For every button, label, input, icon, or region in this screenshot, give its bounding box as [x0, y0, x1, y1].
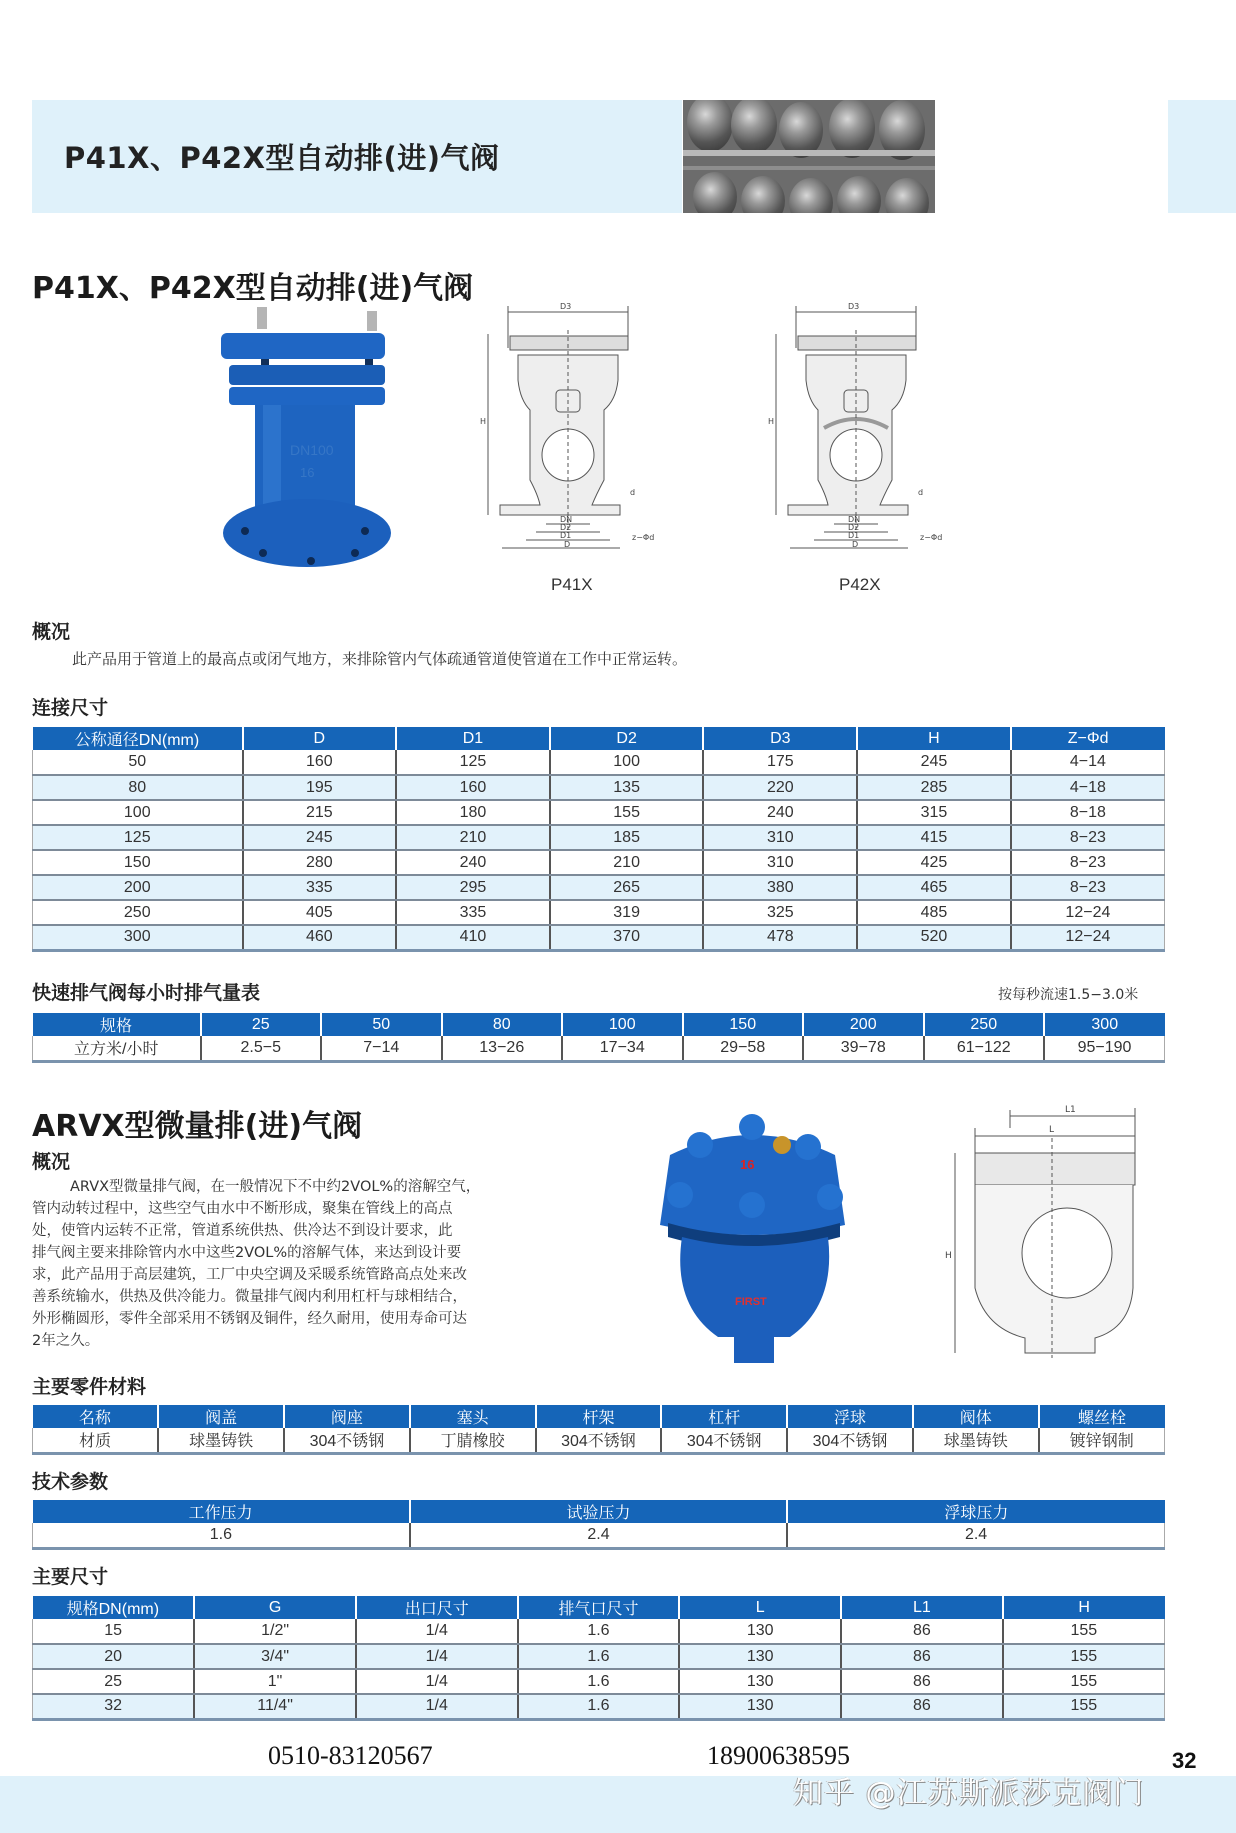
table-row — [33, 825, 1165, 850]
cell: 130 — [679, 1694, 841, 1719]
cell: 8−23 — [1011, 850, 1165, 875]
cell: 310 — [703, 850, 857, 875]
col-header: 杆架 — [536, 1405, 662, 1428]
svg-text:L: L — [1049, 1125, 1055, 1135]
cell: 304不锈钢 — [536, 1428, 662, 1453]
cell: 2.4 — [410, 1523, 787, 1548]
section1-overview-heading: 概况 — [32, 621, 71, 643]
table-row — [33, 875, 1165, 900]
cell: 220 — [703, 775, 857, 800]
col-header: 名称 — [33, 1405, 159, 1428]
cell: 8−18 — [1011, 800, 1165, 825]
col-header: L — [679, 1596, 841, 1619]
cell: 球墨铸铁 — [913, 1428, 1039, 1453]
cell: 215 — [243, 800, 397, 825]
p42x-technical-drawing — [768, 300, 958, 550]
svg-text:H: H — [945, 1251, 952, 1261]
cell: 100 — [33, 800, 243, 825]
col-header: 浮球压力 — [787, 1500, 1164, 1523]
col-header: L1 — [841, 1596, 1003, 1619]
cell: 465 — [857, 875, 1011, 900]
phone-landline: 0510-83120567 — [268, 1741, 433, 1770]
cell: 8−23 — [1011, 825, 1165, 850]
cell: 13−26 — [442, 1036, 563, 1061]
main-dims-table — [32, 1596, 1165, 1721]
cell: 240 — [396, 850, 550, 875]
cell: 2.5−5 — [201, 1036, 322, 1061]
cell: 32 — [33, 1694, 195, 1719]
cell: 280 — [243, 850, 397, 875]
table-row — [33, 1619, 1165, 1644]
cell: 17−34 — [562, 1036, 683, 1061]
flow-rate-table — [32, 1013, 1165, 1063]
banner-photo-valve-balls — [683, 100, 935, 213]
banner-title: P41X、P42X型自动排(进)气阀 — [64, 141, 500, 175]
col-header: Z−Φd — [1011, 727, 1165, 750]
cell: 180 — [396, 800, 550, 825]
table-row — [33, 925, 1165, 950]
col-header: 规格 — [33, 1013, 201, 1036]
svg-text:DN: DN — [560, 515, 573, 524]
cell: 球墨铸铁 — [158, 1428, 284, 1453]
cell: 130 — [679, 1619, 841, 1644]
col-header: 50 — [321, 1013, 442, 1036]
overview-line: 处，使管内运转不正常，管道系统供热、供冷达不到设计要求，此 — [32, 1223, 453, 1239]
cell: 285 — [857, 775, 1011, 800]
table-row — [33, 800, 1165, 825]
cell: 160 — [396, 775, 550, 800]
svg-text:z−Φd: z−Φd — [920, 533, 943, 542]
svg-text:D1: D1 — [560, 531, 572, 540]
cell: 95−190 — [1044, 1036, 1165, 1061]
connection-dims-table — [32, 727, 1165, 952]
cell: 1.6 — [518, 1619, 680, 1644]
cell: 15 — [33, 1619, 195, 1644]
col-header: 阀体 — [913, 1405, 1039, 1428]
svg-text:16: 16 — [740, 1157, 755, 1172]
watermark: 知乎 @江苏斯派莎克阀门 — [793, 1776, 1145, 1811]
cell: 425 — [857, 850, 1011, 875]
cell: 410 — [396, 925, 550, 950]
page-number: 32 — [1172, 1748, 1197, 1773]
col-header: 塞头 — [410, 1405, 536, 1428]
svg-text:D2: D2 — [560, 523, 572, 532]
cell: 1.6 — [518, 1644, 680, 1669]
cell: 160 — [243, 750, 397, 775]
cell: 86 — [841, 1669, 1003, 1694]
cell: 11/4" — [194, 1694, 356, 1719]
cell: 245 — [243, 825, 397, 850]
table-row — [33, 1694, 1165, 1719]
overview-line: 管内动转过程中，这些空气由水中不断形成，聚集在管线上的高点 — [32, 1201, 453, 1217]
col-header: G — [194, 1596, 356, 1619]
overview-line: 外形椭圆形，零件全部采用不锈钢及铜件，经久耐用，使用寿命可达 — [32, 1311, 467, 1327]
cell: 295 — [396, 875, 550, 900]
cell: 1.6 — [518, 1694, 680, 1719]
cell: 240 — [703, 800, 857, 825]
p41x-product-photo — [215, 305, 410, 570]
cell: 250 — [33, 900, 243, 925]
cell: 380 — [703, 875, 857, 900]
svg-text:D1: D1 — [848, 531, 860, 540]
cell: 1/4 — [356, 1669, 518, 1694]
section2-overview-text — [32, 1176, 592, 1352]
cell: 29−58 — [683, 1036, 804, 1061]
cell: 265 — [550, 875, 704, 900]
svg-text:DN100: DN100 — [290, 442, 334, 458]
cell: 185 — [550, 825, 704, 850]
cell: 镀锌钢制 — [1039, 1428, 1165, 1453]
table-row — [33, 1036, 1165, 1061]
cell: 210 — [396, 825, 550, 850]
cell: 155 — [1003, 1619, 1165, 1644]
flow-table-heading: 快速排气阀每小时排气量表 — [32, 982, 261, 1004]
svg-text:z−Φd: z−Φd — [632, 533, 655, 542]
col-header: D — [243, 727, 397, 750]
materials-table — [32, 1405, 1165, 1455]
cell: 86 — [841, 1644, 1003, 1669]
col-header: 排气口尺寸 — [518, 1596, 680, 1619]
cell: 405 — [243, 900, 397, 925]
col-header: 出口尺寸 — [356, 1596, 518, 1619]
table-row — [33, 1669, 1165, 1694]
arvx-product-photo — [640, 1105, 865, 1370]
cell: 155 — [1003, 1644, 1165, 1669]
svg-text:D2: D2 — [848, 523, 860, 532]
cell: 485 — [857, 900, 1011, 925]
section1-overview-text: 此产品用于管道上的最高点或闭气地方，来排除管内气体疏通管道使管道在工作中正常运转。 — [72, 650, 688, 668]
col-header: 试验压力 — [410, 1500, 787, 1523]
col-header: 100 — [562, 1013, 683, 1036]
col-header: H — [1003, 1596, 1165, 1619]
cell: 7−14 — [321, 1036, 442, 1061]
col-header: D2 — [550, 727, 704, 750]
col-header: 150 — [683, 1013, 804, 1036]
table-row — [33, 1428, 1165, 1453]
table-row — [33, 900, 1165, 925]
cell: 材质 — [33, 1428, 159, 1453]
overview-line: 2年之久。 — [32, 1333, 100, 1349]
svg-text:D3: D3 — [848, 302, 860, 311]
cell: 325 — [703, 900, 857, 925]
svg-text:H: H — [480, 417, 487, 426]
banner-edge-block — [1168, 100, 1236, 213]
cell: 100 — [550, 750, 704, 775]
table-row — [33, 1523, 1165, 1548]
col-header: H — [857, 727, 1011, 750]
table-header-row — [33, 1596, 1165, 1619]
table-header-row — [33, 1500, 1165, 1523]
col-header: 螺丝栓 — [1039, 1405, 1165, 1428]
materials-heading: 主要零件材料 — [32, 1376, 147, 1398]
cell: 319 — [550, 900, 704, 925]
cell: 155 — [1003, 1669, 1165, 1694]
col-header: 阀座 — [284, 1405, 410, 1428]
cell: 1.6 — [518, 1669, 680, 1694]
cell: 415 — [857, 825, 1011, 850]
col-header: 杠杆 — [661, 1405, 787, 1428]
section2-overview-heading: 概况 — [32, 1151, 71, 1173]
cell: 335 — [243, 875, 397, 900]
col-header: 25 — [201, 1013, 322, 1036]
cell: 245 — [857, 750, 1011, 775]
svg-text:DN: DN — [848, 515, 861, 524]
svg-text:d: d — [630, 488, 636, 497]
cell: 315 — [857, 800, 1011, 825]
table-header-row — [33, 1013, 1165, 1036]
cell: 304不锈钢 — [787, 1428, 913, 1453]
svg-text:L1: L1 — [1065, 1105, 1076, 1115]
overview-line: 求，此产品用于高层建筑，工厂中央空调及采暖系统管路高点处来改 — [32, 1267, 467, 1283]
col-header: 工作压力 — [33, 1500, 410, 1523]
arvx-technical-drawing — [945, 1098, 1145, 1358]
section2-title: ARVX型微量排(进)气阀 — [32, 1109, 363, 1144]
cell: 12−24 — [1011, 925, 1165, 950]
cell: 370 — [550, 925, 704, 950]
cell: 125 — [396, 750, 550, 775]
svg-text:16: 16 — [300, 465, 315, 480]
cell: 304不锈钢 — [284, 1428, 410, 1453]
cell: 300 — [33, 925, 243, 950]
cell: 2.4 — [787, 1523, 1164, 1548]
col-header: 阀盖 — [158, 1405, 284, 1428]
tech-params-table — [32, 1500, 1165, 1550]
svg-text:D: D — [852, 540, 859, 549]
table-row — [33, 775, 1165, 800]
main-dims-heading: 主要尺寸 — [32, 1566, 109, 1588]
svg-text:d: d — [918, 488, 924, 497]
cell: 1/2" — [194, 1619, 356, 1644]
col-header: D1 — [396, 727, 550, 750]
flow-table-note: 按每秒流速1.5−3.0米 — [998, 987, 1139, 1003]
cell: 12−24 — [1011, 900, 1165, 925]
cell: 4−18 — [1011, 775, 1165, 800]
connection-dims-heading: 连接尺寸 — [32, 697, 109, 719]
cell: 1/4 — [356, 1694, 518, 1719]
cell: 155 — [1003, 1694, 1165, 1719]
col-header: 规格DN(mm) — [33, 1596, 195, 1619]
cell: 520 — [857, 925, 1011, 950]
cell: 86 — [841, 1694, 1003, 1719]
col-header: 80 — [442, 1013, 563, 1036]
phone-mobile: 18900638595 — [707, 1741, 850, 1770]
cell: 135 — [550, 775, 704, 800]
cell: 80 — [33, 775, 243, 800]
col-header: 300 — [1044, 1013, 1165, 1036]
tech-params-heading: 技术参数 — [32, 1471, 109, 1493]
cell: 200 — [33, 875, 243, 900]
cell: 335 — [396, 900, 550, 925]
table-row — [33, 1644, 1165, 1669]
cell: 4−14 — [1011, 750, 1165, 775]
cell: 86 — [841, 1619, 1003, 1644]
p41x-label: P41X — [551, 575, 593, 594]
cell: 3/4" — [194, 1644, 356, 1669]
col-header: 浮球 — [787, 1405, 913, 1428]
table-header-row — [33, 727, 1165, 750]
cell: 1/4 — [356, 1619, 518, 1644]
cell: 460 — [243, 925, 397, 950]
p42x-label: P42X — [839, 575, 881, 594]
cell: 478 — [703, 925, 857, 950]
cell: 175 — [703, 750, 857, 775]
cell: 61−122 — [924, 1036, 1045, 1061]
cell: 丁腈橡胶 — [410, 1428, 536, 1453]
col-header: 200 — [803, 1013, 924, 1036]
cell: 25 — [33, 1669, 195, 1694]
col-header: 250 — [924, 1013, 1045, 1036]
cell: 195 — [243, 775, 397, 800]
svg-text:H: H — [768, 417, 775, 426]
cell: 150 — [33, 850, 243, 875]
p41x-technical-drawing — [480, 300, 670, 550]
cell: 20 — [33, 1644, 195, 1669]
cell: 125 — [33, 825, 243, 850]
cell: 8−23 — [1011, 875, 1165, 900]
cell: 130 — [679, 1669, 841, 1694]
cell: 155 — [550, 800, 704, 825]
svg-text:D3: D3 — [560, 302, 572, 311]
table-header-row — [33, 1405, 1165, 1428]
cell: 立方米/小时 — [33, 1036, 201, 1061]
cell: 210 — [550, 850, 704, 875]
cell: 310 — [703, 825, 857, 850]
cell: 304不锈钢 — [661, 1428, 787, 1453]
cell: 50 — [33, 750, 243, 775]
cell: 39−78 — [803, 1036, 924, 1061]
table-row — [33, 850, 1165, 875]
svg-text:FIRST: FIRST — [735, 1296, 767, 1308]
col-header: D3 — [703, 727, 857, 750]
overview-line: ARVX型微量排气阀，在一般情况下不中约2VOL%的溶解空气， — [70, 1179, 481, 1195]
cell: 1/4 — [356, 1644, 518, 1669]
svg-text:D: D — [564, 540, 571, 549]
overview-line: 善系统输水，供热及供冷能力。微量排气阀内利用杠杆与球相结合， — [32, 1289, 467, 1305]
cell: 130 — [679, 1644, 841, 1669]
section1-title: P41X、P42X型自动排(进)气阀 — [32, 271, 474, 306]
cell: 1.6 — [33, 1523, 410, 1548]
table-row — [33, 750, 1165, 775]
overview-line: 排气阀主要来排除管内水中这些2VOL%的溶解气体，来达到设计要 — [32, 1245, 462, 1261]
cell: 1" — [194, 1669, 356, 1694]
col-header: 公称通径DN(mm) — [33, 727, 243, 750]
